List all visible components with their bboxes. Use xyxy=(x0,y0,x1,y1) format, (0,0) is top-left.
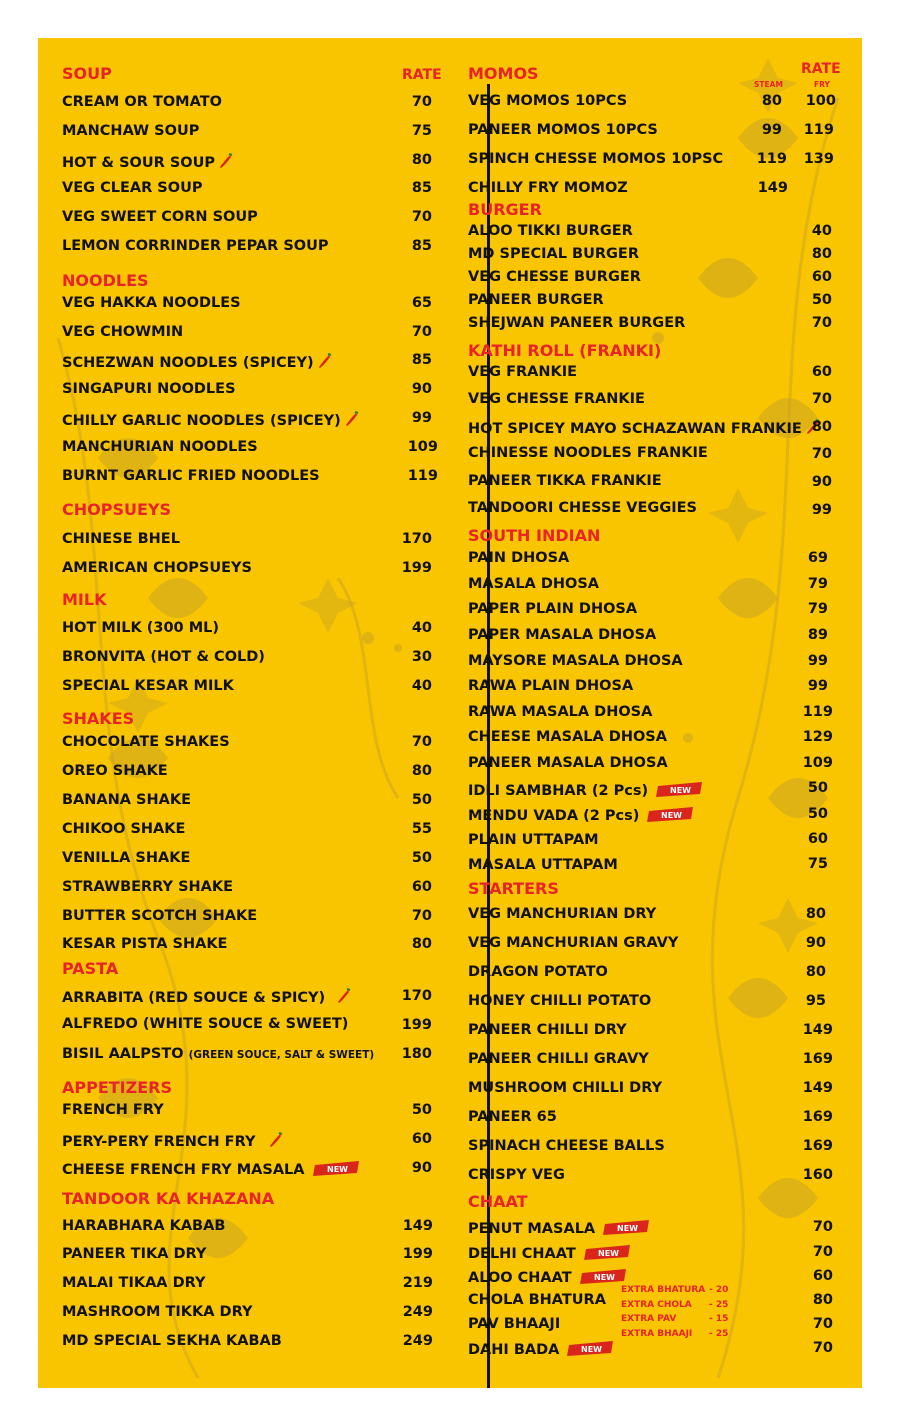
menu-item-price: 40 xyxy=(411,620,432,636)
menu-item-name: ALFREDO (WHITE SOUCE & SWEET) xyxy=(62,1016,349,1032)
menu-item-price: 70 xyxy=(411,209,432,225)
new-badge xyxy=(580,1269,628,1284)
menu-item-name: MD SPECIAL BURGER xyxy=(468,246,639,262)
menu-item-price: 199 xyxy=(402,1246,433,1262)
menu-item-name: MASALA UTTAPAM xyxy=(468,857,618,873)
section-title-burger: BURGER xyxy=(468,200,542,219)
menu-item-price: 70 xyxy=(811,315,832,331)
menu-item-price: 180 xyxy=(401,1046,432,1062)
menu-item-price: 80 xyxy=(411,763,432,779)
menu-item-price: 80 xyxy=(805,906,826,922)
section-title-shakes: SHAKES xyxy=(62,709,135,728)
menu-item-name: PAPER MASALA DHOSA xyxy=(468,627,657,643)
menu-item-name: HARABHARA KABAB xyxy=(62,1218,226,1234)
menu-item-price: 50 xyxy=(411,850,432,866)
menu-item-price: 170 xyxy=(401,988,432,1004)
section-title-chopsueys: CHOPSUEYS xyxy=(62,500,172,519)
menu-item-price: 219 xyxy=(402,1275,433,1291)
menu-item-price: 149 xyxy=(402,1218,433,1234)
menu-item-name: MASALA DHOSA xyxy=(468,576,599,592)
menu-item-price: 80 xyxy=(812,1292,833,1308)
menu-item-name: VENILLA SHAKE xyxy=(62,850,191,866)
menu-item-price: 249 xyxy=(402,1304,433,1320)
menu-item-name: IDLI SAMBHAR (2 Pcs) xyxy=(468,783,649,799)
steam-label: STEAM xyxy=(754,80,783,89)
menu-item-price: 50 xyxy=(807,780,828,796)
menu-item-price: 80 xyxy=(805,964,826,980)
new-badge xyxy=(603,1220,651,1235)
menu-item-name: BUTTER SCOTCH SHAKE xyxy=(62,908,258,924)
menu-item-price: 149 xyxy=(802,1080,833,1096)
menu-item-name: HOT MILK (300 ML) xyxy=(62,620,219,636)
menu-item-steam-price: 119 xyxy=(756,151,787,167)
menu-item-name: PAV BHAAJI xyxy=(468,1316,561,1332)
menu-item-price: 199 xyxy=(401,1017,432,1033)
menu-item-price: 85 xyxy=(411,238,432,254)
menu-item-name: MAYSORE MASALA DHOSA xyxy=(468,653,683,669)
menu-item-name: MANCHAW SOUP xyxy=(62,123,200,139)
extra-label: EXTRA PAV xyxy=(621,1314,677,1324)
menu-item-price: 70 xyxy=(411,734,432,750)
menu-item-name: PANEER MASALA DHOSA xyxy=(468,755,668,771)
menu-item-steam-price: 80 xyxy=(761,93,782,109)
menu-item-name: PANEER 65 xyxy=(468,1109,557,1125)
rate-label: RATE xyxy=(801,61,841,77)
section-title-tandoor: TANDOOR KA KHAZANA xyxy=(62,1189,275,1208)
menu-item-name: CHOCOLATE SHAKES xyxy=(62,734,230,750)
menu-item-name: CRISPY VEG xyxy=(468,1167,565,1183)
menu-item-name: CHEESE FRENCH FRY MASALA xyxy=(62,1162,305,1178)
new-badge xyxy=(584,1245,632,1260)
menu-item-name: PANEER CHILLI GRAVY xyxy=(468,1051,649,1067)
menu-item-price: 109 xyxy=(802,755,833,771)
menu-item-name: PAIN DHOSA xyxy=(468,550,570,566)
menu-item-new xyxy=(468,807,695,824)
menu-item-price: 75 xyxy=(411,123,432,139)
menu-item-name: CREAM OR TOMATO xyxy=(62,94,222,110)
menu-item-price: 60 xyxy=(811,269,832,285)
rate-label: RATE xyxy=(402,67,442,83)
section-title-momos: MOMOS xyxy=(468,64,539,83)
menu-item-name: PANEER TIKA DRY xyxy=(62,1246,207,1262)
section-title-kathi-roll: KATHI ROLL (FRANKI) xyxy=(468,341,662,360)
new-badge xyxy=(567,1341,615,1356)
menu-item-price: 90 xyxy=(805,935,826,951)
menu-item-price: 90 xyxy=(411,1160,432,1176)
menu-item-name: BISIL AALPSTO xyxy=(62,1046,184,1062)
menu-item-name: VEG CLEAR SOUP xyxy=(62,180,203,196)
menu-item-price: 75 xyxy=(807,856,828,872)
menu-item-price: 70 xyxy=(811,446,832,462)
menu-item-name: PANEER TIKKA FRANKIE xyxy=(468,473,662,489)
menu-item-price: 60 xyxy=(411,879,432,895)
menu-item-price: 50 xyxy=(807,806,828,822)
menu-item-fry-price: 119 xyxy=(803,122,834,138)
menu-item-name: SHEJWAN PANEER BURGER xyxy=(468,315,686,331)
section-title-noodles: NOODLES xyxy=(62,271,149,290)
menu-item-price: 170 xyxy=(401,531,432,547)
menu-item-spicy xyxy=(468,419,820,437)
menu-item-name: BANANA SHAKE xyxy=(62,792,191,808)
menu-item-price: 79 xyxy=(807,601,828,617)
menu-item-name: PANEER BURGER xyxy=(468,292,604,308)
menu-item-price: 40 xyxy=(811,223,832,239)
menu-item-price: 50 xyxy=(411,1102,432,1118)
menu-item-name: CHILLY FRY MOMOZ xyxy=(468,180,628,196)
menu-item-steam-price: 99 xyxy=(761,122,782,138)
menu-item-price: 50 xyxy=(811,292,832,308)
menu-item-name: SINGAPURI NOODLES xyxy=(62,381,236,397)
menu-item-fry-price: 100 xyxy=(805,93,836,109)
menu-item-price: 109 xyxy=(407,439,438,455)
menu-item-name: ALOO TIKKI BURGER xyxy=(468,223,633,239)
menu-item-price: 99 xyxy=(807,653,828,669)
menu-item-price: 70 xyxy=(411,324,432,340)
menu-item-name: DELHI CHAAT xyxy=(468,1246,576,1262)
section-title-milk: MILK xyxy=(62,590,107,609)
menu-item-price: 85 xyxy=(411,352,432,368)
new-badge-label: NEW xyxy=(661,811,683,820)
menu-item-price: 70 xyxy=(411,94,432,110)
menu-item-name: MASHROOM TIKKA DRY xyxy=(62,1304,253,1320)
extra-price: - 25 xyxy=(709,1329,729,1339)
section-title-pasta: PASTA xyxy=(62,959,119,978)
menu-item-name: CHEESE MASALA DHOSA xyxy=(468,729,667,745)
menu-item-price: 70 xyxy=(411,908,432,924)
menu-item-price: 80 xyxy=(411,152,432,168)
menu-item-name: OREO SHAKE xyxy=(62,763,168,779)
menu-item-name: VEG CHESSE BURGER xyxy=(468,269,641,285)
menu-item-price: 70 xyxy=(812,1316,833,1332)
menu-item-price: 90 xyxy=(411,381,432,397)
menu-item-name: RAWA PLAIN DHOSA xyxy=(468,678,634,694)
menu-item-price: 119 xyxy=(407,468,438,484)
menu-item-price: 85 xyxy=(411,180,432,196)
menu-item-price: 60 xyxy=(411,1131,432,1147)
menu-item-name: VEG FRANKIE xyxy=(468,364,578,380)
menu-item-name: STRAWBERRY SHAKE xyxy=(62,879,234,895)
menu-item-name: BURNT GARLIC FRIED NOODLES xyxy=(62,468,320,484)
menu-item-name: LEMON CORRINDER PEPAR SOUP xyxy=(62,238,329,254)
menu-item-price: 80 xyxy=(411,936,432,952)
menu-item-name: PENUT MASALA xyxy=(468,1221,596,1237)
new-badge xyxy=(647,807,695,822)
menu-item-price: 70 xyxy=(811,391,832,407)
menu-item-price: 169 xyxy=(802,1051,833,1067)
menu-item-name: HONEY CHILLI POTATO xyxy=(468,993,652,1009)
menu-item-name: ARRABITA (RED SOUCE & SPICY) xyxy=(62,990,326,1006)
menu-item-new xyxy=(468,1245,632,1262)
new-badge-label: NEW xyxy=(326,1165,348,1174)
menu-item-name: MENDU VADA (2 Pcs) xyxy=(468,808,640,824)
section-title-soup: SOUP xyxy=(62,64,112,83)
menu-item-new xyxy=(468,1341,615,1358)
menu-item-name: TANDOORI CHESSE VEGGIES xyxy=(468,500,697,516)
new-badge-label: NEW xyxy=(581,1345,603,1354)
menu-item-price: 80 xyxy=(811,419,832,435)
menu-item-name: MD SPECIAL SEKHA KABAB xyxy=(62,1333,282,1349)
menu-item-price: 95 xyxy=(805,993,826,1009)
menu-item-name: DRAGON POTATO xyxy=(468,964,608,980)
menu-item-note: (GREEN SOUCE, SALT & SWEET) xyxy=(188,1049,375,1061)
menu-item-name: CHOLA BHATURA xyxy=(468,1292,606,1308)
menu-item-name: DAHI BADA xyxy=(468,1342,560,1358)
menu-item-name: KESAR PISTA SHAKE xyxy=(62,936,228,952)
menu-item-price: 80 xyxy=(811,246,832,262)
menu-item-price: 169 xyxy=(802,1109,833,1125)
menu-item-price: 99 xyxy=(411,410,432,426)
menu-item-price: 65 xyxy=(411,295,432,311)
new-badge-label: NEW xyxy=(593,1273,615,1282)
section-title-starters: STARTERS xyxy=(468,879,559,898)
menu-item-name: PANEER CHILLI DRY xyxy=(468,1022,627,1038)
menu-item-price: 99 xyxy=(807,678,828,694)
fry-label: FRY xyxy=(814,80,830,89)
menu-item-price: 160 xyxy=(802,1167,833,1183)
menu-item-name: VEG MANCHURIAN GRAVY xyxy=(468,935,679,951)
menu-item-name: VEG MANCHURIAN DRY xyxy=(468,906,657,922)
menu-item-name: VEG SWEET CORN SOUP xyxy=(62,209,258,225)
menu-item-name: SCHEZWAN NOODLES (SPICEY) xyxy=(62,355,314,371)
extra-price: - 25 xyxy=(709,1300,729,1310)
menu-item-new xyxy=(468,782,704,799)
menu-item-price: 149 xyxy=(802,1022,833,1038)
menu-item-name: CHIKOO SHAKE xyxy=(62,821,186,837)
new-badge-label: NEW xyxy=(670,786,692,795)
menu-item-price: 199 xyxy=(401,560,432,576)
menu-item-name: HOT SPICEY MAYO SCHAZAWAN FRANKIE xyxy=(468,421,802,437)
menu-item-price: 119 xyxy=(802,704,833,720)
menu-item-price: 70 xyxy=(812,1244,833,1260)
menu-item-name: PAPER PLAIN DHOSA xyxy=(468,601,638,617)
new-badge-label: NEW xyxy=(597,1249,619,1258)
extra-label: EXTRA BHATURA xyxy=(621,1285,706,1295)
menu-item-name: RAWA MASALA DHOSA xyxy=(468,704,653,720)
menu-item-name: MANCHURIAN NOODLES xyxy=(62,439,258,455)
menu-item-name: PANEER MOMOS 10PCS xyxy=(468,122,658,138)
menu-item-price: 60 xyxy=(811,364,832,380)
menu-item-name: HOT & SOUR SOUP xyxy=(62,155,216,171)
menu-item-name: SPINACH CHEESE BALLS xyxy=(468,1138,665,1154)
menu-item-price: 69 xyxy=(807,550,828,566)
menu-item-price: 79 xyxy=(807,576,828,592)
menu-item-price: 89 xyxy=(807,627,828,643)
extra-label: EXTRA CHOLA xyxy=(621,1300,692,1310)
extra-label: EXTRA BHAAJI xyxy=(621,1329,693,1339)
menu-item-new xyxy=(468,1269,628,1286)
section-title-appetizers: APPETIZERS xyxy=(62,1078,173,1097)
menu-item-price: 60 xyxy=(812,1268,833,1284)
menu-item-price: 50 xyxy=(411,792,432,808)
menu-item-price: 55 xyxy=(411,821,432,837)
menu-item-fry-price: 139 xyxy=(803,151,834,167)
menu-item-name: AMERICAN CHOPSUEYS xyxy=(62,560,252,576)
menu-item-name: VEG CHESSE FRANKIE xyxy=(468,391,645,407)
menu-item-name: VEG CHOWMIN xyxy=(62,324,184,340)
menu-item-name: BRONVITA (HOT & COLD) xyxy=(62,649,265,665)
section-title-chaat: CHAAT xyxy=(468,1192,528,1211)
menu-item-name: SPECIAL KESAR MILK xyxy=(62,678,234,694)
menu-item-name: PERY-PERY FRENCH FRY xyxy=(62,1134,256,1150)
menu-item-name: CHINESSE NOODLES FRANKIE xyxy=(468,445,708,461)
menu-item-name: VEG HAKKA NOODLES xyxy=(62,295,241,311)
new-badge-label: NEW xyxy=(617,1224,639,1233)
section-title-south-indian: SOUTH INDIAN xyxy=(468,526,601,545)
menu-item-name: SPINCH CHESSE MOMOS 10PSC xyxy=(468,151,724,167)
menu-item-price: 249 xyxy=(402,1333,433,1349)
menu-item-price: 70 xyxy=(812,1219,833,1235)
extra-price: - 20 xyxy=(709,1285,729,1295)
menu-item-name: ALOO CHAAT xyxy=(468,1270,572,1286)
menu-item-price: 40 xyxy=(411,678,432,694)
menu-item-price: 70 xyxy=(812,1340,833,1356)
menu-item-name: VEG MOMOS 10PCS xyxy=(468,93,628,109)
extra-price: - 15 xyxy=(709,1314,729,1324)
menu-item-steam-price: 149 xyxy=(757,180,788,196)
menu-item-price: 30 xyxy=(411,649,432,665)
menu-item-name: PLAIN UTTAPAM xyxy=(468,832,599,848)
menu-item-name: CHILLY GARLIC NOODLES (SPICEY) xyxy=(62,413,341,429)
menu-item-price: 90 xyxy=(811,474,832,490)
new-badge xyxy=(656,782,704,797)
menu-item-name: CHINESE BHEL xyxy=(62,531,180,547)
menu-item-name: MUSHROOM CHILLI DRY xyxy=(468,1080,663,1096)
menu-item-price: 99 xyxy=(811,502,832,518)
menu-item-price: 129 xyxy=(802,729,833,745)
menu-item-name: FRENCH FRY xyxy=(62,1102,164,1118)
menu-item-new xyxy=(468,1220,651,1237)
menu-item-price: 60 xyxy=(807,831,828,847)
menu-item-name: MALAI TIKAA DRY xyxy=(62,1275,206,1291)
menu-item-price: 169 xyxy=(802,1138,833,1154)
